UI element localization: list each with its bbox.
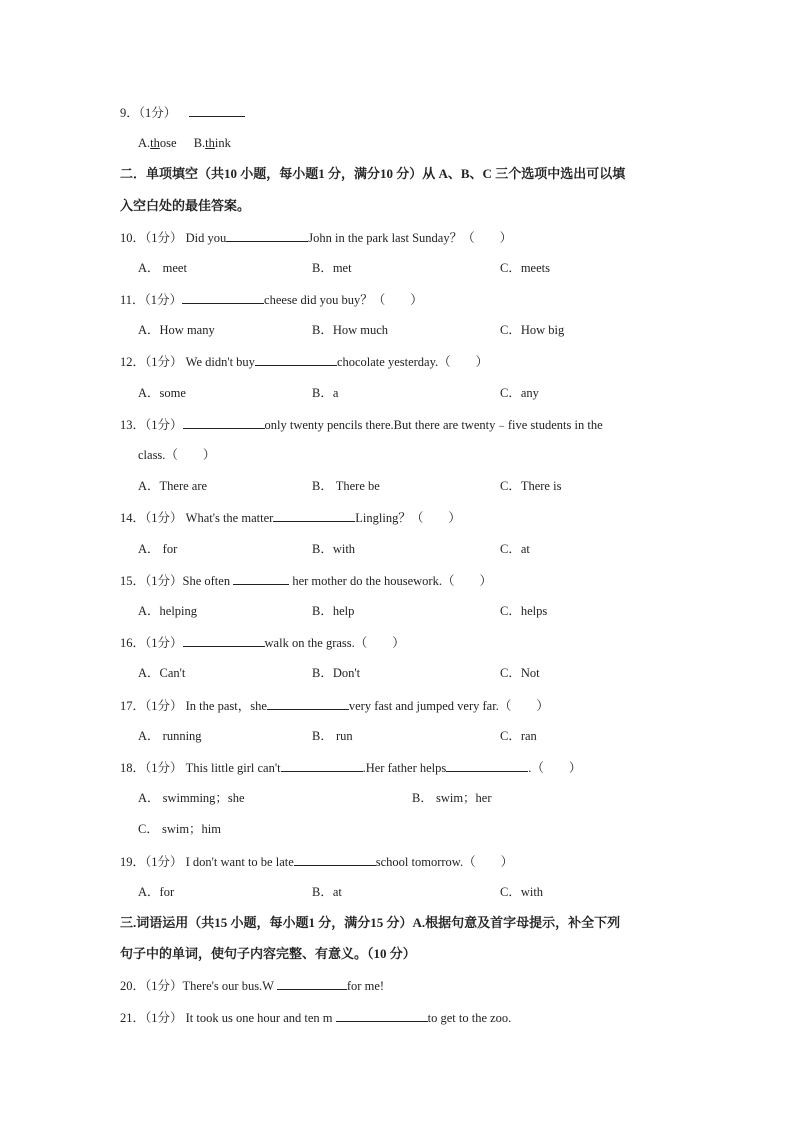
question-20	[120, 977, 384, 994]
option-c[interactable]: C．with	[500, 885, 544, 899]
question-text: What's the matter	[182, 511, 274, 525]
question-text: John in the park last Sunday？（ ）	[308, 231, 513, 245]
option-c[interactable]: C．How big	[500, 323, 565, 337]
option-c[interactable]: C． swim；him	[138, 822, 221, 836]
question-17	[120, 697, 549, 714]
question-number: 16．（1分）	[120, 636, 183, 650]
question-text: It took us one hour and ten m	[182, 1011, 336, 1025]
question-text: .（ ）	[528, 761, 582, 775]
question-text: only twenty pencils there.But there are twenty﹣five students in the	[264, 418, 603, 432]
question-9	[120, 104, 245, 121]
answer-blank[interactable]	[277, 977, 347, 990]
option-b[interactable]: B．Don't	[312, 666, 361, 680]
answer-blank[interactable]	[183, 634, 265, 647]
option-b[interactable]: B． There be	[312, 479, 380, 493]
question-text: school tomorrow.（ ）	[375, 855, 514, 869]
option-b[interactable]: B．help	[312, 604, 355, 618]
option-a[interactable]: A．There are	[138, 479, 208, 493]
option-c[interactable]: C．There is	[500, 479, 562, 493]
answer-blank[interactable]	[273, 509, 355, 522]
question-16	[120, 634, 405, 651]
section-2-heading-cont: 入空白处的最佳答案。	[120, 198, 251, 213]
option-b[interactable]: B． swim；her	[412, 791, 492, 805]
section-3-heading: 三.词语运用（共15 小题，每小题1 分，满分15 分）A.根据句意及首字母提示，补全下列	[120, 915, 621, 930]
question-13	[120, 416, 603, 433]
question-number: 9．（1分）	[120, 106, 177, 120]
option-a[interactable]: A．Can't	[138, 666, 186, 680]
option-b[interactable]: B．How much	[312, 323, 389, 337]
option-b[interactable]: B．with	[312, 542, 356, 556]
option-c[interactable]: C．at	[500, 542, 530, 556]
option-a[interactable]: A． swimming；she	[138, 791, 245, 805]
option-a[interactable]: A．How many	[138, 323, 215, 337]
answer-blank[interactable]	[267, 697, 349, 710]
question-number: 19．（1分）	[120, 855, 183, 869]
option-a: A.those	[138, 136, 177, 150]
question-18	[120, 759, 581, 776]
question-text: Lingling？（ ）	[355, 511, 461, 525]
question-number: 17．（1分）	[120, 699, 183, 713]
option-c[interactable]: C．any	[500, 386, 539, 400]
question-text: .Her father helps	[362, 761, 447, 775]
question-text: She often	[182, 574, 234, 588]
answer-blank[interactable]	[336, 1009, 428, 1022]
question-text: Did you	[182, 231, 227, 245]
question-text: very fast and jumped very far.（ ）	[348, 699, 549, 713]
answer-blank[interactable]	[183, 416, 265, 429]
section-2-heading: 二．单项填空（共10 小题，每小题1 分，满分10 分）从 A、B、C 三个选项中选出可以填	[120, 166, 626, 181]
option-a[interactable]: A．for	[138, 885, 175, 899]
question-text: for me!	[346, 979, 385, 993]
option-c[interactable]: C．ran	[500, 729, 537, 743]
answer-blank[interactable]	[226, 229, 308, 242]
question-text: walk on the grass.（ ）	[264, 636, 405, 650]
answer-blank[interactable]	[182, 291, 264, 304]
question-text: We didn't buy	[182, 355, 255, 369]
question-number: 20．（1分）	[120, 979, 183, 993]
question-text: In the past，she	[182, 699, 267, 713]
answer-blank[interactable]	[189, 104, 245, 117]
question-text: to get to the zoo.	[427, 1011, 512, 1025]
question-text: cheese did you buy？（ ）	[264, 293, 423, 307]
answer-blank[interactable]	[255, 353, 337, 366]
question-number: 10．（1分）	[120, 231, 183, 245]
question-19	[120, 853, 513, 870]
question-text: This little girl can't	[182, 761, 281, 775]
option-a[interactable]: A． running	[138, 729, 202, 743]
option-a[interactable]: A．helping	[138, 604, 198, 618]
question-text: There's our bus.W	[182, 979, 277, 993]
question-text: I don't want to be late	[182, 855, 294, 869]
question-text: chocolate yesterday.（ ）	[336, 355, 489, 369]
question-14	[120, 509, 461, 526]
option-a[interactable]: A． for	[138, 542, 178, 556]
question-15	[120, 572, 492, 589]
answer-blank[interactable]	[281, 759, 363, 772]
section-3-heading-cont: 句子中的单词，使句子内容完整、有意义。（10 分）	[120, 946, 416, 961]
option-a[interactable]: A． meet	[138, 261, 187, 275]
question-number: 14．（1分）	[120, 511, 183, 525]
question-number: 13．（1分）	[120, 418, 183, 432]
question-11	[120, 291, 423, 308]
option-c[interactable]: C．Not	[500, 666, 540, 680]
question-21	[120, 1009, 511, 1026]
answer-blank[interactable]	[294, 853, 376, 866]
question-text: her mother do the housework.（ ）	[289, 574, 492, 588]
question-number: 12．（1分）	[120, 355, 183, 369]
option-b[interactable]: B．at	[312, 885, 342, 899]
option-c[interactable]: C．meets	[500, 261, 550, 275]
question-number: 21．（1分）	[120, 1011, 183, 1025]
question-number: 15．（1分）	[120, 574, 183, 588]
option-c[interactable]: C．helps	[500, 604, 548, 618]
option-b[interactable]: B．met	[312, 261, 352, 275]
option-b[interactable]: B． run	[312, 729, 353, 743]
question-10	[120, 229, 512, 246]
question-text-continued: class.（ ）	[138, 448, 216, 462]
option-b[interactable]: B．a	[312, 386, 339, 400]
answer-blank[interactable]	[233, 572, 289, 585]
answer-blank[interactable]	[446, 759, 528, 772]
question-9-options	[138, 135, 231, 151]
question-number: 11．（1分）	[120, 293, 183, 307]
question-number: 18．（1分）	[120, 761, 183, 775]
question-12	[120, 353, 488, 370]
option-a[interactable]: A．some	[138, 386, 186, 400]
option-b: B.think	[193, 136, 231, 150]
